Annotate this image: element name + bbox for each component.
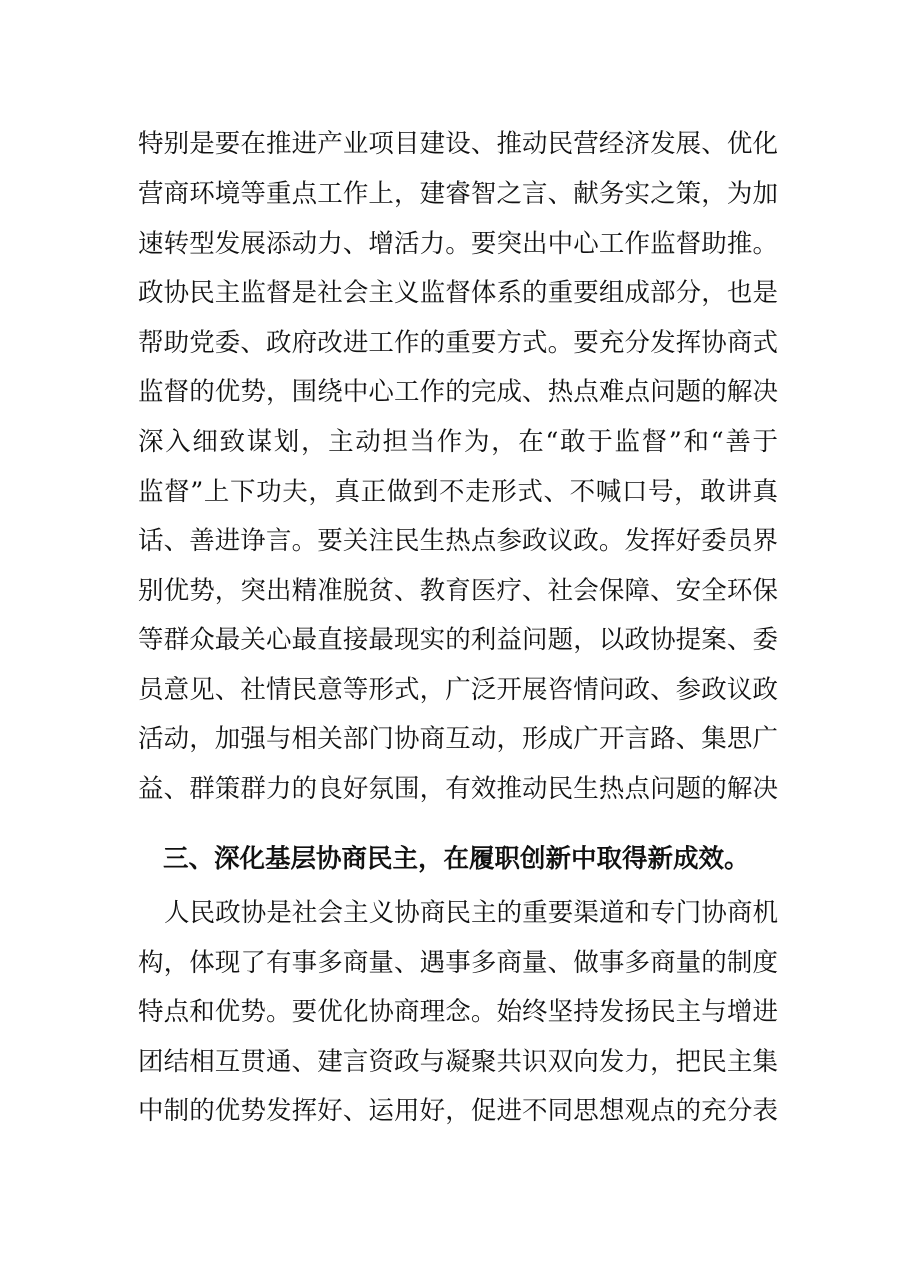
paragraph-line: 活动，加强与相关部门协商互动，形成广开言路、集思广 — [138, 724, 778, 754]
paragraph-line: 速转型发展添动力、增活力。要突出中心工作监督助推。 — [138, 229, 778, 259]
paragraph-line: 营商环境等重点工作上，建睿智之言、献务实之策，为加 — [138, 179, 778, 209]
paragraph-line: 特点和优势。要优化协商理念。始终坚持发扬民主与增进 — [138, 997, 778, 1027]
section-heading: 三、深化基层协商民主，在履职创新中取得新成效。 — [163, 844, 750, 874]
paragraph-line: 政协民主监督是社会主义监督体系的重要组成部分，也是 — [138, 278, 778, 308]
paragraph-line: 监督”上下功夫，真正做到不走形式、不喊口号，敢讲真 — [138, 477, 778, 507]
paragraph-line: 帮助党委、政府改进工作的重要方式。要充分发挥协商式 — [138, 328, 778, 358]
paragraph-line: 深入细致谋划，主动担当作为，在“敢于监督”和“善于 — [138, 427, 778, 457]
paragraph-line: 人民政协是社会主义协商民主的重要渠道和专门协商机 — [164, 898, 778, 928]
paragraph-line: 团结相互贯通、建言资政与凝聚共识双向发力，把民主集 — [138, 1047, 778, 1077]
paragraph-line: 员意见、社情民意等形式，广泛开展咨情问政、参政议政 — [138, 675, 778, 705]
paragraph-line: 监督的优势，围绕中心工作的完成、热点难点问题的解决 — [138, 377, 778, 407]
paragraph-line: 益、群策群力的良好氛围，有效推动民生热点问题的解决 — [138, 774, 778, 804]
paragraph-line: 别优势，突出精准脱贫、教育医疗、社会保障、安全环保 — [138, 576, 778, 606]
paragraph-line: 构，体现了有事多商量、遇事多商量、做事多商量的制度 — [138, 948, 778, 978]
paragraph-line: 特别是要在推进产业项目建设、推动民营经济发展、优化 — [138, 129, 778, 159]
paragraph-line: 等群众最关心最直接最现实的利益问题，以政协提案、委 — [138, 625, 778, 655]
paragraph-line: 话、善进诤言。要关注民生热点参政议政。发挥好委员界 — [138, 526, 778, 556]
paragraph-line: 中制的优势发挥好、运用好，促进不同思想观点的充分表 — [138, 1096, 778, 1126]
